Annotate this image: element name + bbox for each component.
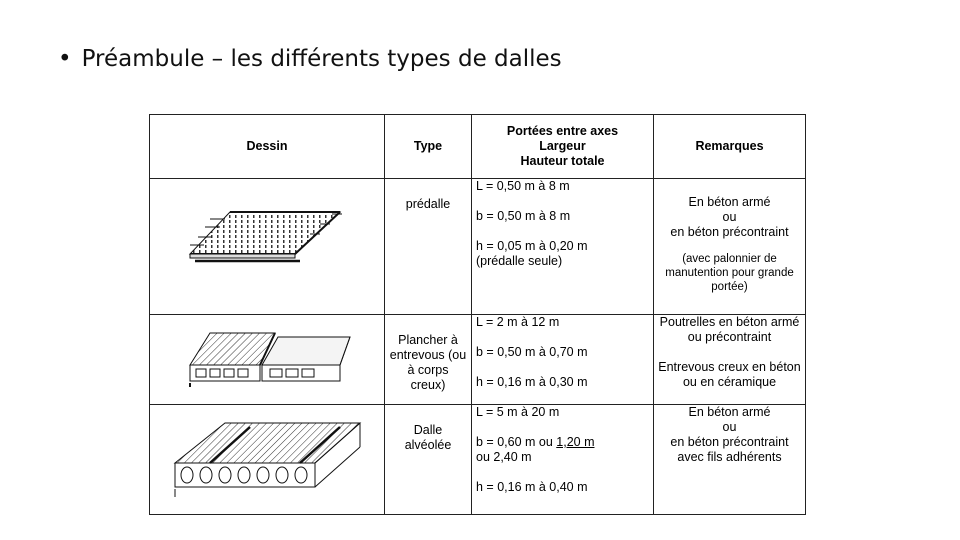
- table-row: [150, 179, 806, 315]
- remark-line: en béton précontraint: [670, 225, 789, 239]
- height-value: h = 0,16 m à 0,30 m: [476, 375, 588, 389]
- remarks-cell: [654, 315, 806, 405]
- type-cell: [385, 315, 472, 405]
- slab-types-table: [149, 114, 806, 515]
- type-label: prédalle: [405, 197, 451, 211]
- remark-line: Poutrelles en béton armé ou précontraint: [659, 315, 800, 344]
- remark-line: Entrevous creux en béton ou en céramique: [658, 360, 801, 389]
- span-value: L = 5 m à 20 m: [476, 405, 560, 419]
- header-type: Type: [385, 115, 472, 179]
- height-value: h = 0,05 m à 0,20 m: [476, 239, 588, 253]
- predalle-illustration: [150, 179, 385, 314]
- remark-line: en béton précontraint: [670, 435, 789, 449]
- width-value: b = 0,50 m à 0,70 m: [476, 345, 588, 359]
- header-portees-line2: Largeur: [539, 139, 586, 153]
- predalle-drawing: [150, 179, 385, 315]
- title-text: Préambule – les différents types de dalles: [81, 46, 562, 72]
- width-value: [476, 435, 649, 450]
- header-portees: [472, 115, 654, 179]
- remark-line: avec fils adhérents: [677, 450, 782, 464]
- alveolee-drawing: [150, 405, 385, 515]
- bullet: •: [58, 46, 72, 72]
- remark-line: En béton armé: [688, 195, 771, 209]
- remark-line: En béton armé: [688, 405, 771, 419]
- dimensions-cell: [472, 315, 654, 405]
- remarks-cell: [654, 405, 806, 515]
- type-label: Plancher à entrevous (ou à corps creux): [389, 333, 467, 392]
- slide-title: [58, 46, 562, 72]
- type-label: Dalle alvéolée: [404, 423, 452, 452]
- remarks-cell: [654, 179, 806, 315]
- width-value-cont: ou 2,40 m: [476, 450, 532, 464]
- header-portees-line3: Hauteur totale: [520, 154, 605, 168]
- remark-line: ou: [722, 420, 737, 434]
- dimensions-cell: [472, 405, 654, 515]
- alveolee-illustration: [150, 405, 385, 514]
- table-row: [150, 405, 806, 515]
- table-header-row: [150, 115, 806, 179]
- span-value: L = 0,50 m à 8 m: [476, 179, 570, 193]
- width-value-part: b = 0,60 m ou: [476, 435, 557, 449]
- header-dessin: Dessin: [150, 115, 385, 179]
- type-cell: [385, 405, 472, 515]
- remark-note: (avec palonnier de manutention pour grande portée): [665, 253, 794, 293]
- width-value-underlined: 1,20 m: [556, 435, 595, 449]
- height-note: (prédalle seule): [476, 254, 563, 268]
- type-cell: [385, 179, 472, 315]
- table-row: [150, 315, 806, 405]
- remark-line: ou: [722, 210, 737, 224]
- span-value: L = 2 m à 12 m: [476, 315, 560, 329]
- dimensions-cell: [472, 179, 654, 315]
- width-value: b = 0,50 m à 8 m: [476, 209, 571, 223]
- entrevous-illustration: [150, 315, 385, 404]
- header-portees-line1: Portées entre axes: [506, 124, 619, 138]
- entrevous-drawing: [150, 315, 385, 405]
- header-remarques: Remarques: [654, 115, 806, 179]
- height-value: h = 0,16 m à 0,40 m: [476, 480, 588, 494]
